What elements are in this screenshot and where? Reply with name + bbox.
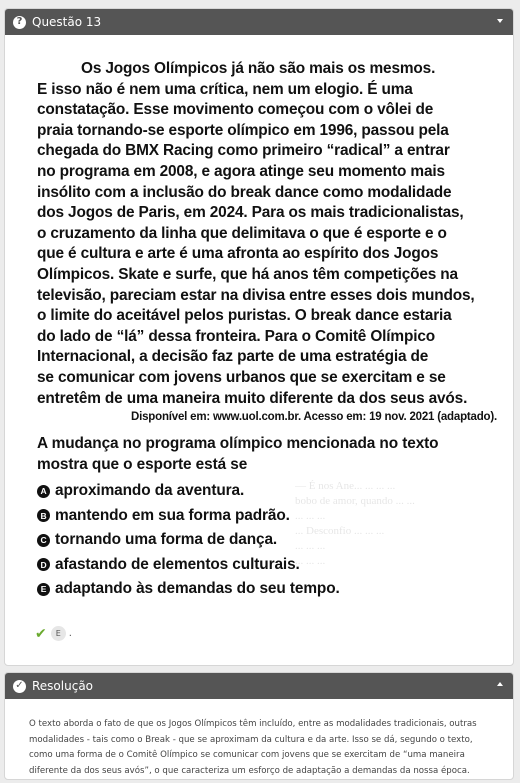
answer-badge: E: [51, 626, 66, 641]
article-line: constatação. Esse movimento começou com o vôlei de: [37, 101, 434, 119]
option-b[interactable]: [37, 504, 497, 529]
question-title: Questão 13: [32, 15, 102, 29]
option-text: afastando de elementos culturais.: [55, 555, 300, 573]
article-line: televisão, pareciam estar na divisa entre esses dois mundos,: [37, 286, 475, 304]
question-image: [37, 59, 497, 619]
resolution-text: O texto aborda o fato de que os Jogos Olímpicos têm incluído, entre as modalidades tradicionais, outras modalidades - tais como o Break - que se aproximam da cultura e da arte. Isso se dá, segundo o texto, como uma forma de o Comitê Olímpico se comunicar com jovens que se exercitam de “uma maneira diferente da dos seus avós”, o que caracteriza um esforço de adaptação a demandas da nossa época.: [29, 719, 477, 776]
correct-answer-row: [35, 626, 72, 641]
question-circle-icon: ?: [13, 16, 26, 29]
option-letter-badge: B: [37, 509, 50, 522]
resolution-panel: [4, 672, 514, 780]
option-letter-badge: E: [37, 583, 50, 596]
stem-line: A mudança no programa olímpico mencionada no texto: [37, 435, 439, 453]
resolution-panel-header[interactable]: [5, 673, 513, 699]
option-text: mantendo em sua forma padrão.: [55, 506, 290, 524]
article-line: entretêm de uma maneira muito diferente da dos seus avós.: [37, 389, 468, 407]
article-line: Olímpicos. Skate e surfe, que há anos têm competições na: [37, 265, 458, 283]
article-line: o limite do aceitável pelos puristas. O break dance estaria: [37, 307, 452, 325]
option-letter-badge: C: [37, 534, 50, 547]
resolution-title: Resolução: [32, 679, 94, 693]
article-line: insólito com a inclusão do break dance como modalidade: [37, 183, 452, 201]
article-text: [37, 59, 497, 409]
article-line: E isso não é nem uma crítica, nem um elogio. É uma: [37, 80, 413, 98]
article-line: chegada do BMX Racing como primeiro “radical” a entrar: [37, 142, 450, 160]
caret-down-icon[interactable]: [497, 19, 503, 23]
article-line: se comunicar com jovens urbanos que se exercitam e se: [37, 368, 446, 386]
article-source: Disponível em: www.uol.com.br. Acesso em: 19 nov. 2021 (adaptado).: [131, 411, 497, 424]
option-text: tornando uma forma de dança.: [55, 531, 278, 549]
option-text: aproximando da aventura.: [55, 482, 245, 500]
caret-up-icon[interactable]: [497, 682, 503, 686]
option-text: adaptando às demandas do seu tempo.: [55, 580, 340, 598]
option-d[interactable]: [37, 553, 497, 578]
option-c[interactable]: [37, 528, 497, 553]
article-line: Os Jogos Olímpicos já não são mais os mesmos.: [81, 60, 436, 77]
article-line: praia tornando-se esporte olímpico em 1996, passou pela: [37, 121, 449, 139]
article-line: o cruzamento da linha que delimitava o que é esporte e o: [37, 224, 447, 242]
article-line: Internacional, a decisão faz parte de uma estratégia de: [37, 348, 429, 366]
article-line: no programa em 2008, e agora atinge seu momento mais: [37, 162, 445, 180]
checkmark-icon: ✔: [35, 625, 47, 642]
stem-line: mostra que o esporte está se: [37, 456, 248, 474]
question-panel-header[interactable]: [5, 9, 513, 35]
option-e[interactable]: [37, 577, 497, 602]
option-a[interactable]: [37, 479, 497, 504]
answer-options: [37, 479, 497, 602]
page-bleed-through: — É nos Ane... ... ... ... bobo de amor, quando ... ... ... ... ... ... Desconfio ... ... ... ... ... ... ... ... ...: [295, 480, 415, 567]
check-circle-icon: ✓: [13, 680, 26, 693]
option-letter-badge: A: [37, 485, 50, 498]
article-line: dos Jogos de Paris, em 2024. Para os mais tradicionalistas,: [37, 204, 464, 222]
answer-suffix: .: [68, 628, 72, 639]
article-line: do lado de “lá” dessa fronteira. Para o Comitê Olímpico: [37, 327, 435, 345]
article-line: que é cultura e arte é uma afronta ao espírito dos Jogos: [37, 245, 439, 263]
question-stem: [37, 433, 497, 475]
question-panel: [4, 8, 514, 666]
option-letter-badge: D: [37, 558, 50, 571]
